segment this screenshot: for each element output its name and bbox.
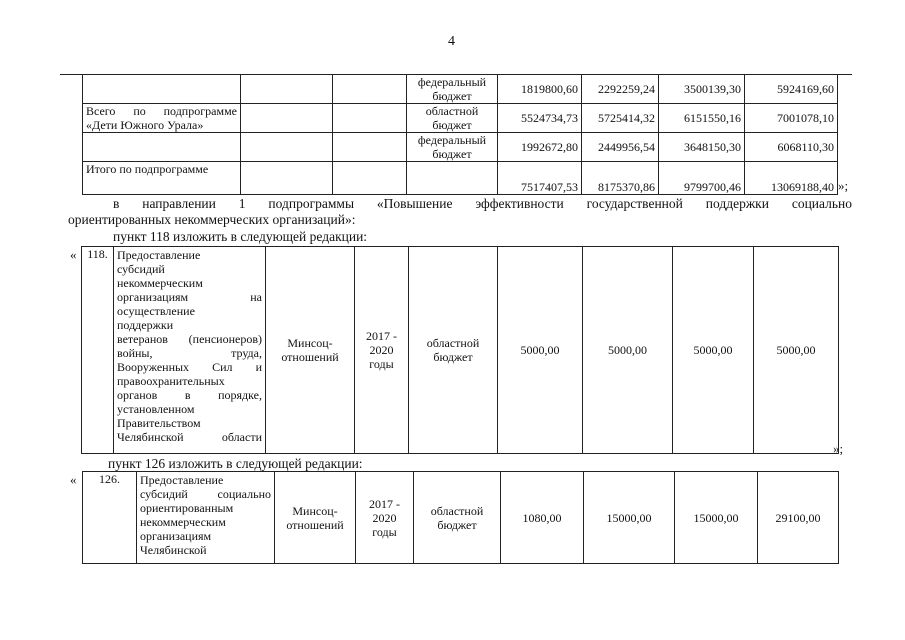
value-cell: 29100,00 — [758, 472, 839, 564]
item-name-line: некоммерческим — [117, 276, 203, 290]
value-cell: 5725414,32 — [582, 104, 659, 133]
value-cell: 3648150,30 — [659, 133, 745, 162]
value-cell: 6068110,30 — [745, 133, 838, 162]
value-cell: 15000,00 — [584, 472, 675, 564]
value-cell: 7517407,53 — [498, 162, 582, 195]
value-cell: 7001078,10 — [745, 104, 838, 133]
item-name-line: субсидий социально — [140, 487, 271, 501]
item-name-line: организациям на — [117, 290, 262, 304]
item-name-line: ориентированным — [140, 501, 234, 515]
item-number: 118. — [82, 247, 114, 454]
paragraph-item-118: пункт 118 изложить в следующей редакции: — [113, 229, 368, 244]
item-name-text — [117, 248, 262, 444]
executor-cell: Минсоц- отношений — [275, 472, 356, 564]
value-cell: 13069188,40 — [745, 162, 838, 195]
value-cell: 5524734,73 — [498, 104, 582, 133]
item-name — [137, 472, 275, 564]
value-cell: 2292259,24 — [582, 75, 659, 104]
budget-source: федеральный бюджет — [407, 75, 498, 104]
row-label: Итого по подпрограмме — [83, 162, 241, 195]
paragraph-item-126: пункт 126 изложить в следующей редакции: — [108, 456, 363, 471]
row-label — [83, 133, 241, 162]
item-name-line: Челябинской области — [117, 430, 262, 444]
quote-close-mark: »; — [838, 178, 849, 193]
subprogram-totals-table — [82, 74, 838, 195]
item-118-table — [81, 246, 839, 454]
budget-source — [407, 162, 498, 195]
item-name-line: установленном — [117, 402, 195, 416]
table-row — [83, 104, 838, 133]
executor-cell: Минсоц- отношений — [266, 247, 355, 454]
item-name-line: Предоставление — [117, 248, 201, 262]
item-name — [114, 247, 266, 454]
item-name-line: Челябинской — [140, 543, 207, 557]
item-name-line: правоохранительных — [117, 374, 225, 388]
item-126-table — [82, 471, 839, 564]
paragraph-direction: в направлении 1 подпрограммы «Повышение эффективности государственной поддержки социально — [113, 196, 852, 211]
value-cell: 8175370,86 — [582, 162, 659, 195]
budget-source: областной бюджет — [414, 472, 501, 564]
value-cell: 9799700,46 — [659, 162, 745, 195]
item-name-line: Предоставление — [140, 473, 224, 487]
item-name-line: органов в порядке, — [117, 388, 262, 402]
table-row — [83, 133, 838, 162]
value-cell: 2449956,54 — [582, 133, 659, 162]
item-name-text — [140, 473, 271, 557]
value-cell: 15000,00 — [675, 472, 758, 564]
value-cell: 5000,00 — [498, 247, 583, 454]
table-row — [83, 162, 838, 195]
table-row — [83, 472, 839, 564]
page-number: 4 — [448, 34, 455, 49]
value-cell: 1992672,80 — [498, 133, 582, 162]
period-cell: 2017 - 2020 годы — [355, 247, 409, 454]
item-name-line: субсидий — [117, 262, 165, 276]
quote-close-mark: »; — [833, 441, 844, 456]
row-label: Всего по подпрограмме «Дети Южного Урала» — [83, 104, 241, 133]
value-cell: 5924169,60 — [745, 75, 838, 104]
item-name-line: некоммерческим — [140, 515, 226, 529]
value-cell: 3500139,30 — [659, 75, 745, 104]
budget-source: областной бюджет — [407, 104, 498, 133]
quote-open-mark: « — [70, 247, 77, 262]
value-cell: 1080,00 — [501, 472, 584, 564]
value-cell: 1819800,60 — [498, 75, 582, 104]
item-name-line: осуществление — [117, 304, 195, 318]
item-name-line: поддержки — [117, 318, 174, 332]
item-name-line: Вооруженных Сил и — [117, 360, 262, 374]
value-cell: 5000,00 — [754, 247, 839, 454]
item-number: 126. — [83, 472, 137, 564]
row-label — [83, 75, 241, 104]
budget-source: областной бюджет — [409, 247, 498, 454]
paragraph-direction-cont: ориентированных некоммерческих организаций»: — [68, 212, 356, 227]
value-cell: 6151550,16 — [659, 104, 745, 133]
table-row — [83, 75, 838, 104]
item-name-line: ветеранов (пенсионеров) — [117, 332, 262, 346]
quote-open-mark: « — [70, 472, 77, 487]
item-name-line: войны, труда, — [117, 346, 262, 360]
value-cell: 5000,00 — [673, 247, 754, 454]
period-cell: 2017 - 2020 годы — [356, 472, 414, 564]
table-row — [82, 247, 839, 454]
budget-source: федеральный бюджет — [407, 133, 498, 162]
item-name-line: Правительством — [117, 416, 201, 430]
item-name-line: организациям — [140, 529, 212, 543]
value-cell: 5000,00 — [583, 247, 673, 454]
